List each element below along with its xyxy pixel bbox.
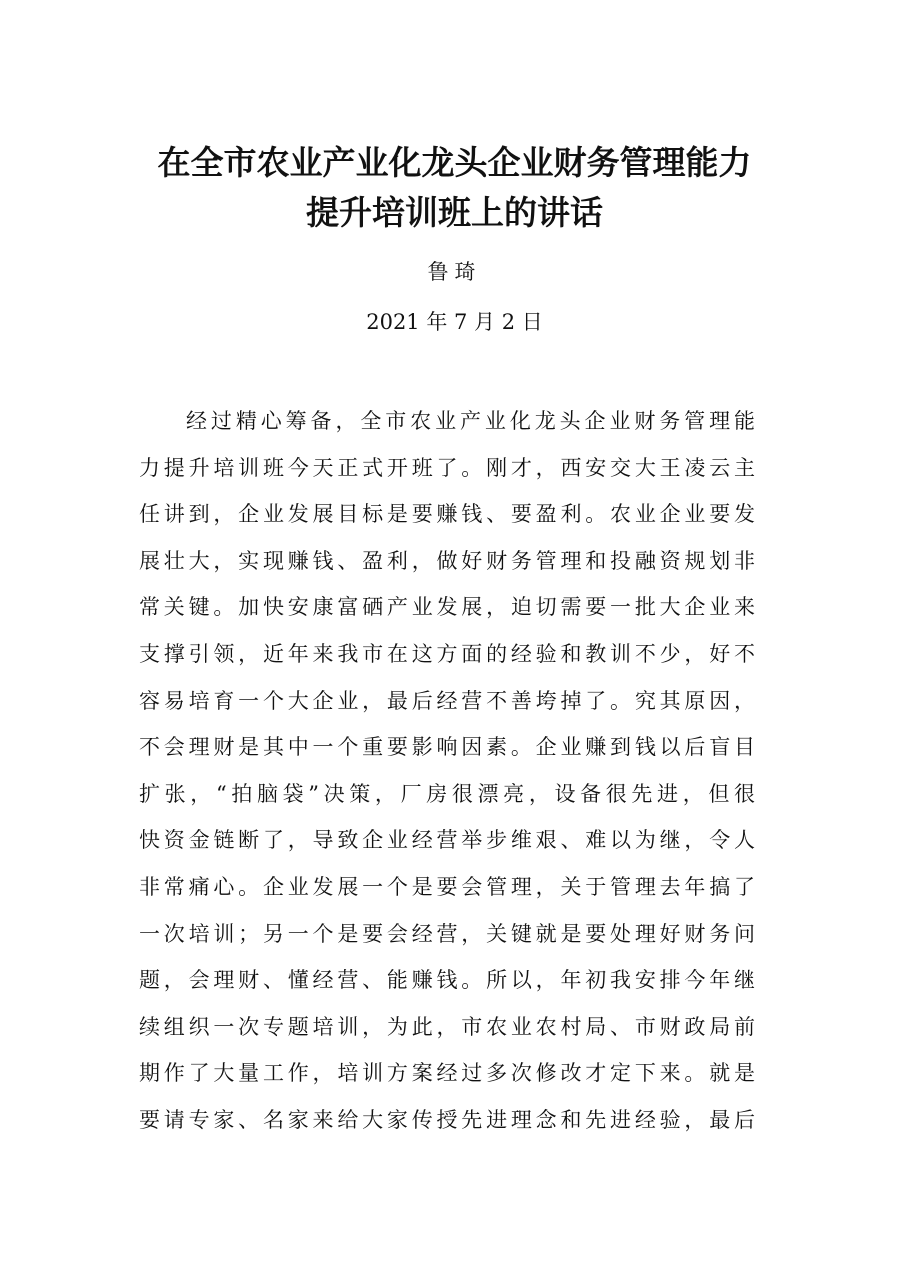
paragraph-line: 力提升培训班今天正式开班了。刚才，西安交大王凌云主 [139,455,755,480]
paragraph-line: 快资金链断了，导致企业经营举步维艰、难以为继，令人 [139,828,755,853]
paragraph-line: 容易培育一个大企业，最后经营不善垮掉了。究其原因， [139,688,755,713]
paragraph-line: 展壮大，实现赚钱、盈利，做好财务管理和投融资规划非 [139,548,755,573]
paragraph-line: 题，会理财、懂经营、能赚钱。所以，年初我安排今年继 [139,968,755,993]
speech-date: 2021 年 7 月 2 日 [366,310,543,334]
paragraph-line: 要请专家、名家来给大家传授先进理念和先进经验，最后 [139,1107,755,1132]
paragraph-line: 任讲到，企业发展目标是要赚钱、要盈利。农业企业要发 [139,502,755,527]
paragraph-line: 常关键。加快安康富硒产业发展，迫切需要一批大企业来 [139,595,755,620]
paragraph-line: 非常痛心。企业发展一个是要会管理，关于管理去年搞了 [139,874,755,899]
paragraph-line: 经过精心筹备，全市农业产业化龙头企业财务管理能 [186,409,755,433]
paragraph-line: 续组织一次专题培训，为此，市农业农村局、市财政局前 [139,1014,755,1039]
paragraph-line: 扩张，“拍脑袋”决策，厂房很漂亮，设备很先进，但很 [139,781,755,806]
document-title [0,138,909,238]
paragraph-line: 不会理财是其中一个重要影响因素。企业赚到钱以后盲目 [139,735,755,760]
author-name: 鲁琦 [427,260,482,284]
title-line-2: 提升培训班上的讲话 [306,193,603,232]
paragraph-line: 一次培训；另一个是要会经营，关键就是要处理好财务问 [139,921,755,946]
paragraph-line: 支撑引领，近年来我市在这方面的经验和教训不少，好不 [139,641,755,666]
body-paragraph [139,398,755,1144]
title-line-1: 在全市农业产业化龙头企业财务管理能力 [157,143,752,182]
paragraph-line: 期作了大量工作，培训方案经过多次修改才定下来。就是 [139,1061,755,1086]
